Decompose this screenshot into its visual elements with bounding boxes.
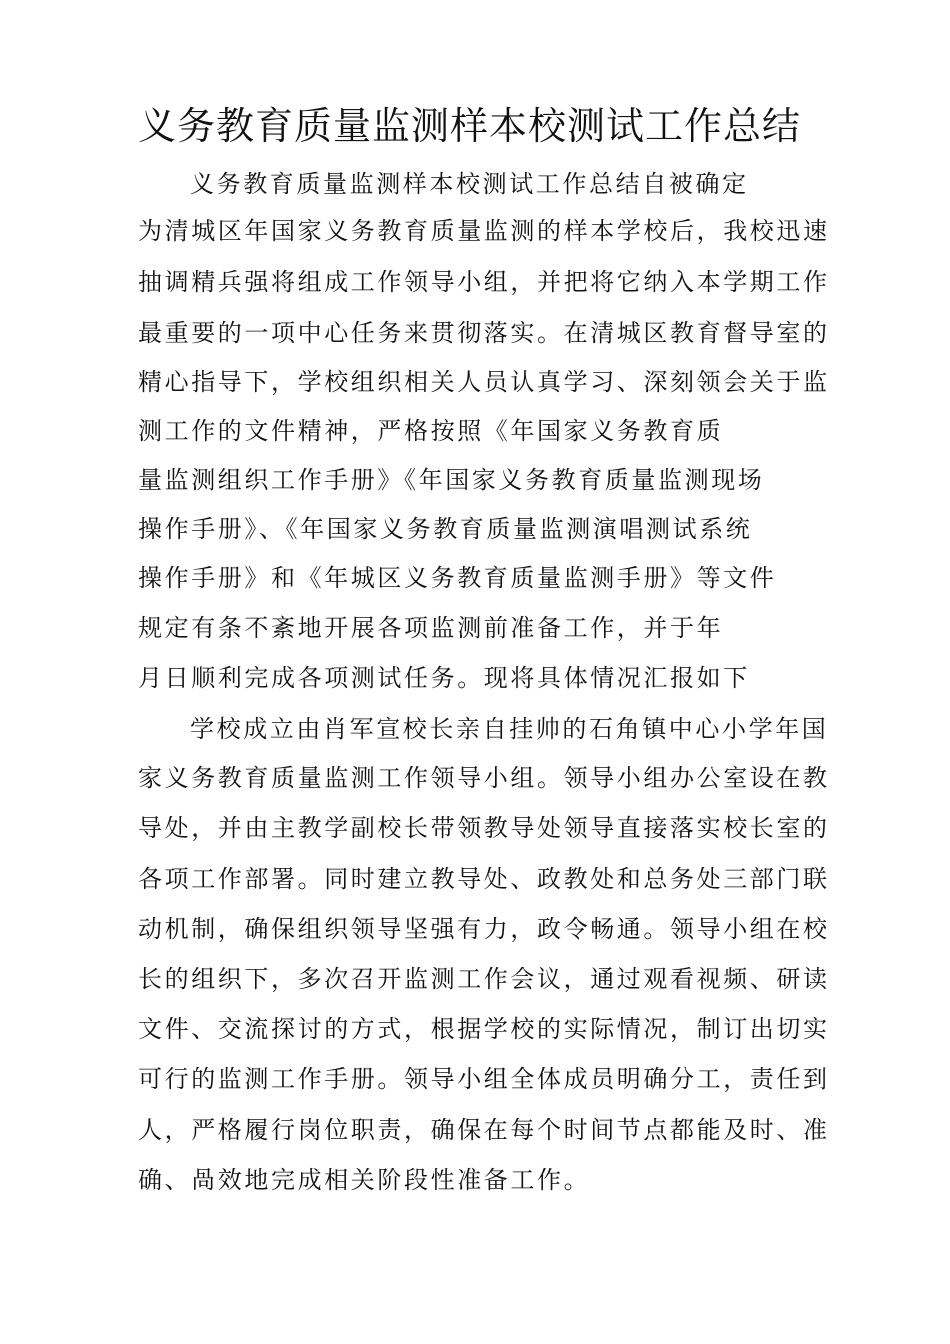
paragraph-line: 家义务教育质量监测工作领导小组。领导小组办公室设在教: [138, 764, 830, 792]
document-title: 义务教育质量监测样本校测试工作总结: [138, 104, 802, 148]
paragraph-line: 精心指导下，学校组织相关人员认真学习、深刻领会关于监: [138, 368, 830, 396]
paragraph-line: 确、咼效地完成相关阶段性准备工作。: [138, 1166, 591, 1194]
paragraph-line: 学校成立由肖军宣校长亲自挂帅的石角镇中心小学年国: [190, 715, 829, 743]
paragraph-line: 导处，并由主教学副校长带领教导处领导直接落实校长室的: [138, 814, 830, 842]
paragraph-line: 各项工作部署。同时建立教导处、政教处和总务处三部门联: [138, 865, 830, 893]
paragraph-line: 抽调精兵强将组成工作领导小组，并把将它纳入本学期工作: [138, 268, 830, 296]
paragraph-line: 文件、交流探讨的方式，根据学校的实际情况，制订出切实: [138, 1015, 830, 1043]
paragraph-line: 为清城区年国家义务教育质量监测的样本学校后，我校迅速: [138, 217, 830, 245]
paragraph-line: 人，严格履行岗位职责，确保在每个时间节点都能及时、准: [138, 1116, 830, 1144]
paragraph-line: 最重要的一项中心任务来贯彻落实。在清城区教育督导室的: [138, 319, 830, 347]
paragraph-line: 长的组织下，多次召开监测工作会议，通过观看视频、研读: [138, 965, 830, 993]
paragraph-line: 规定有条不紊地开展各项监测前准备工作，并于年: [138, 614, 724, 642]
paragraph-line: 操作手册》和《年城区义务教育质量监测手册》等文件: [138, 564, 777, 592]
paragraph-line: 动机制，确保组织领导坚强有力，政令畅通。领导小组在校: [138, 915, 830, 943]
paragraph-line: 月日顺利完成各项测试任务。现将具体情况汇报如下: [138, 664, 750, 692]
paragraph-line: 测工作的文件精神，严格按照《年国家义务教育质: [138, 417, 724, 445]
paragraph-line: 量监测组织工作手册》《年国家义务教育质量监测现场: [138, 466, 765, 494]
paragraph-line: 操作手册》、《年国家义务教育质量监测演唱测试系统: [138, 515, 753, 543]
paragraph-line: 可行的监测工作手册。领导小组全体成员明确分工，责任到: [138, 1065, 830, 1093]
paragraph-line: 义务教育质量监测样本校测试工作总结自被确定: [190, 170, 749, 198]
